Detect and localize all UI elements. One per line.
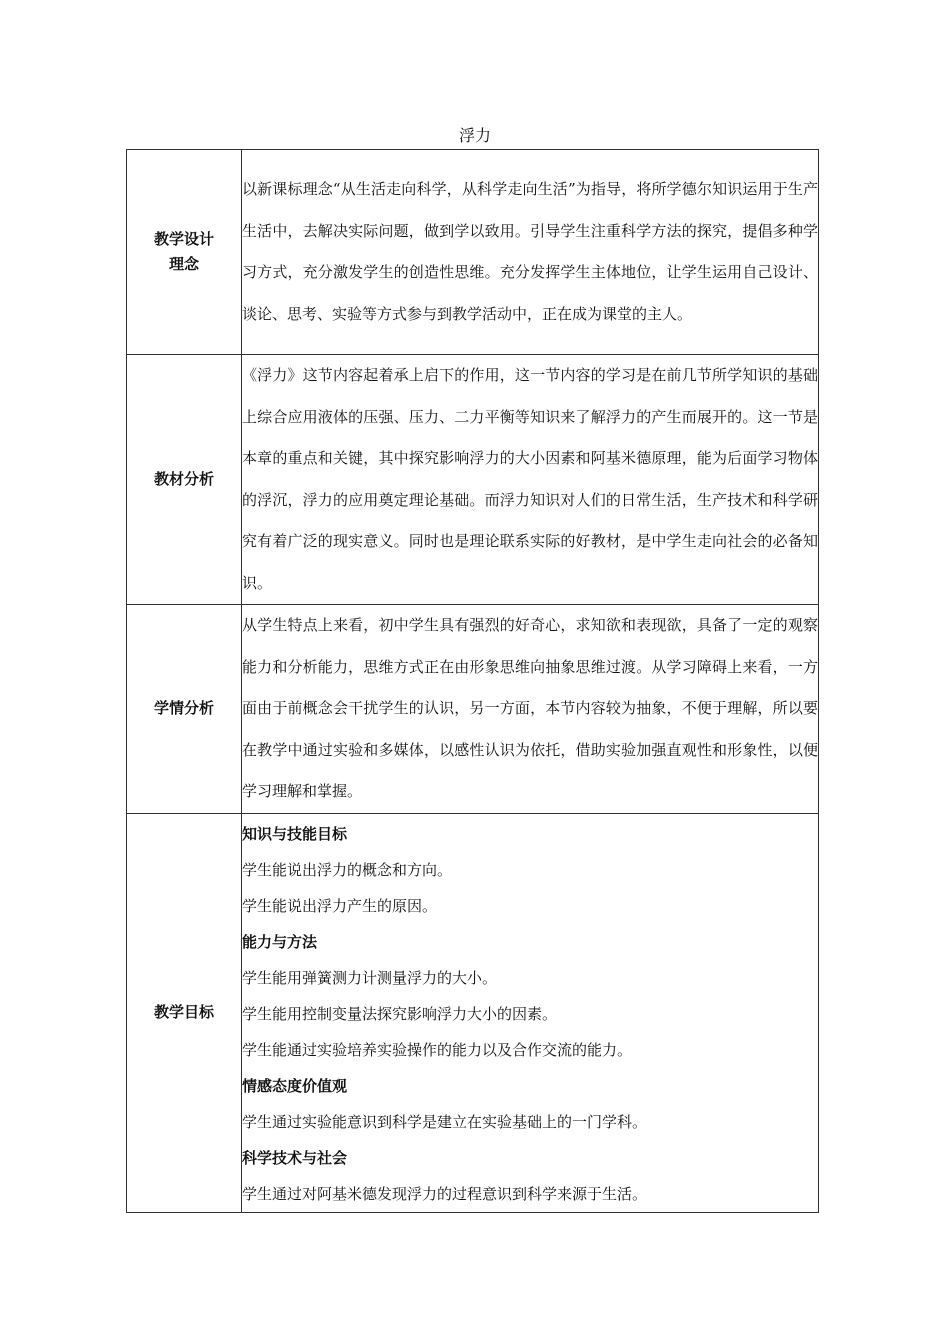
table-row xyxy=(127,813,819,1212)
goal-item: 学生能通过实验培养实验操作的能力以及合作交流的能力。 xyxy=(242,1040,633,1059)
row-content-material-analysis xyxy=(242,355,819,605)
row-content-learner-analysis xyxy=(242,605,819,814)
table-row xyxy=(127,355,819,605)
goal-item: 学生通过实验能意识到科学是建立在实验基础上的一门学科。 xyxy=(242,1112,648,1131)
goal-heading: 能力与方法 xyxy=(242,932,318,951)
table-row xyxy=(127,605,819,814)
goal-heading: 知识与技能目标 xyxy=(242,824,348,843)
goal-heading: 科学技术与社会 xyxy=(242,1148,348,1167)
row-label-design-concept xyxy=(127,150,242,355)
paragraph: 以新课标理念“从生活走向科学，从科学走向生活”为指导，将所学德尔知识运用于生产生活中，去解决实际问题，做到学以致用。引导学生注重科学方法的探究，提倡多种学习方式，充分激发学生的创造性思维。充分发挥学生主体地位，让学生运用自己设计、谈论、思考、实验等方式参与到教学活动中，正在成为课堂的主人。 xyxy=(242,180,818,323)
row-label-line: 教学设计 xyxy=(153,230,214,248)
goal-item: 学生能说出浮力产生的原因。 xyxy=(242,896,438,915)
goal-item: 学生能说出浮力的概念和方向。 xyxy=(242,860,453,879)
goal-heading: 情感态度价值观 xyxy=(242,1076,348,1095)
row-label-line: 理念 xyxy=(168,255,199,273)
row-label-material-analysis: 教材分析 xyxy=(127,355,242,605)
goal-item: 学生能用弹簧测力计测量浮力的大小。 xyxy=(242,968,498,987)
page-title: 浮力 xyxy=(458,126,491,145)
lesson-plan-table xyxy=(126,149,819,1213)
row-label-learner-analysis: 学情分析 xyxy=(127,605,242,814)
row-label-teaching-goals: 教学目标 xyxy=(127,813,242,1212)
goals-list xyxy=(242,814,818,1212)
goal-item: 学生通过对阿基米德发现浮力的过程意识到科学来源于生活。 xyxy=(242,1184,648,1203)
goal-item: 学生能用控制变量法探究影响浮力大小的因素。 xyxy=(242,1004,558,1023)
row-content-teaching-goals xyxy=(242,813,819,1212)
row-content-design-concept xyxy=(242,150,819,355)
table-row xyxy=(127,150,819,355)
paragraph: 从学生特点上来看，初中学生具有强烈的好奇心，求知欲和表现欲，具备了一定的观察能力和分析能力，思维方式正在由形象思维向抽象思维过渡。从学习障碍上来看，一方面由于前概念会干扰学生的认识，另一方面，本节内容较为抽象，不便于理解，所以要在教学中通过实验和多媒体，以感性认识为依托，借助实验加强直观性和形象性，以便学习理解和掌握。 xyxy=(242,616,818,800)
paragraph: 《浮力》这节内容起着承上启下的作用，这一节内容的学习是在前几节所学知识的基础上综合应用液体的压强、压力、二力平衡等知识来了解浮力的产生而展开的。这一节是本章的重点和关键，其中探究影响浮力的大小因素和阿基米德原理，能为后面学习物体的浮沉，浮力的应用奠定理论基础。而浮力知识对人们的日常生活，生产技术和科学研究有着广泛的现实意义。同时也是理论联系实际的好教材，是中学生走向社会的必备知识。 xyxy=(242,366,818,592)
